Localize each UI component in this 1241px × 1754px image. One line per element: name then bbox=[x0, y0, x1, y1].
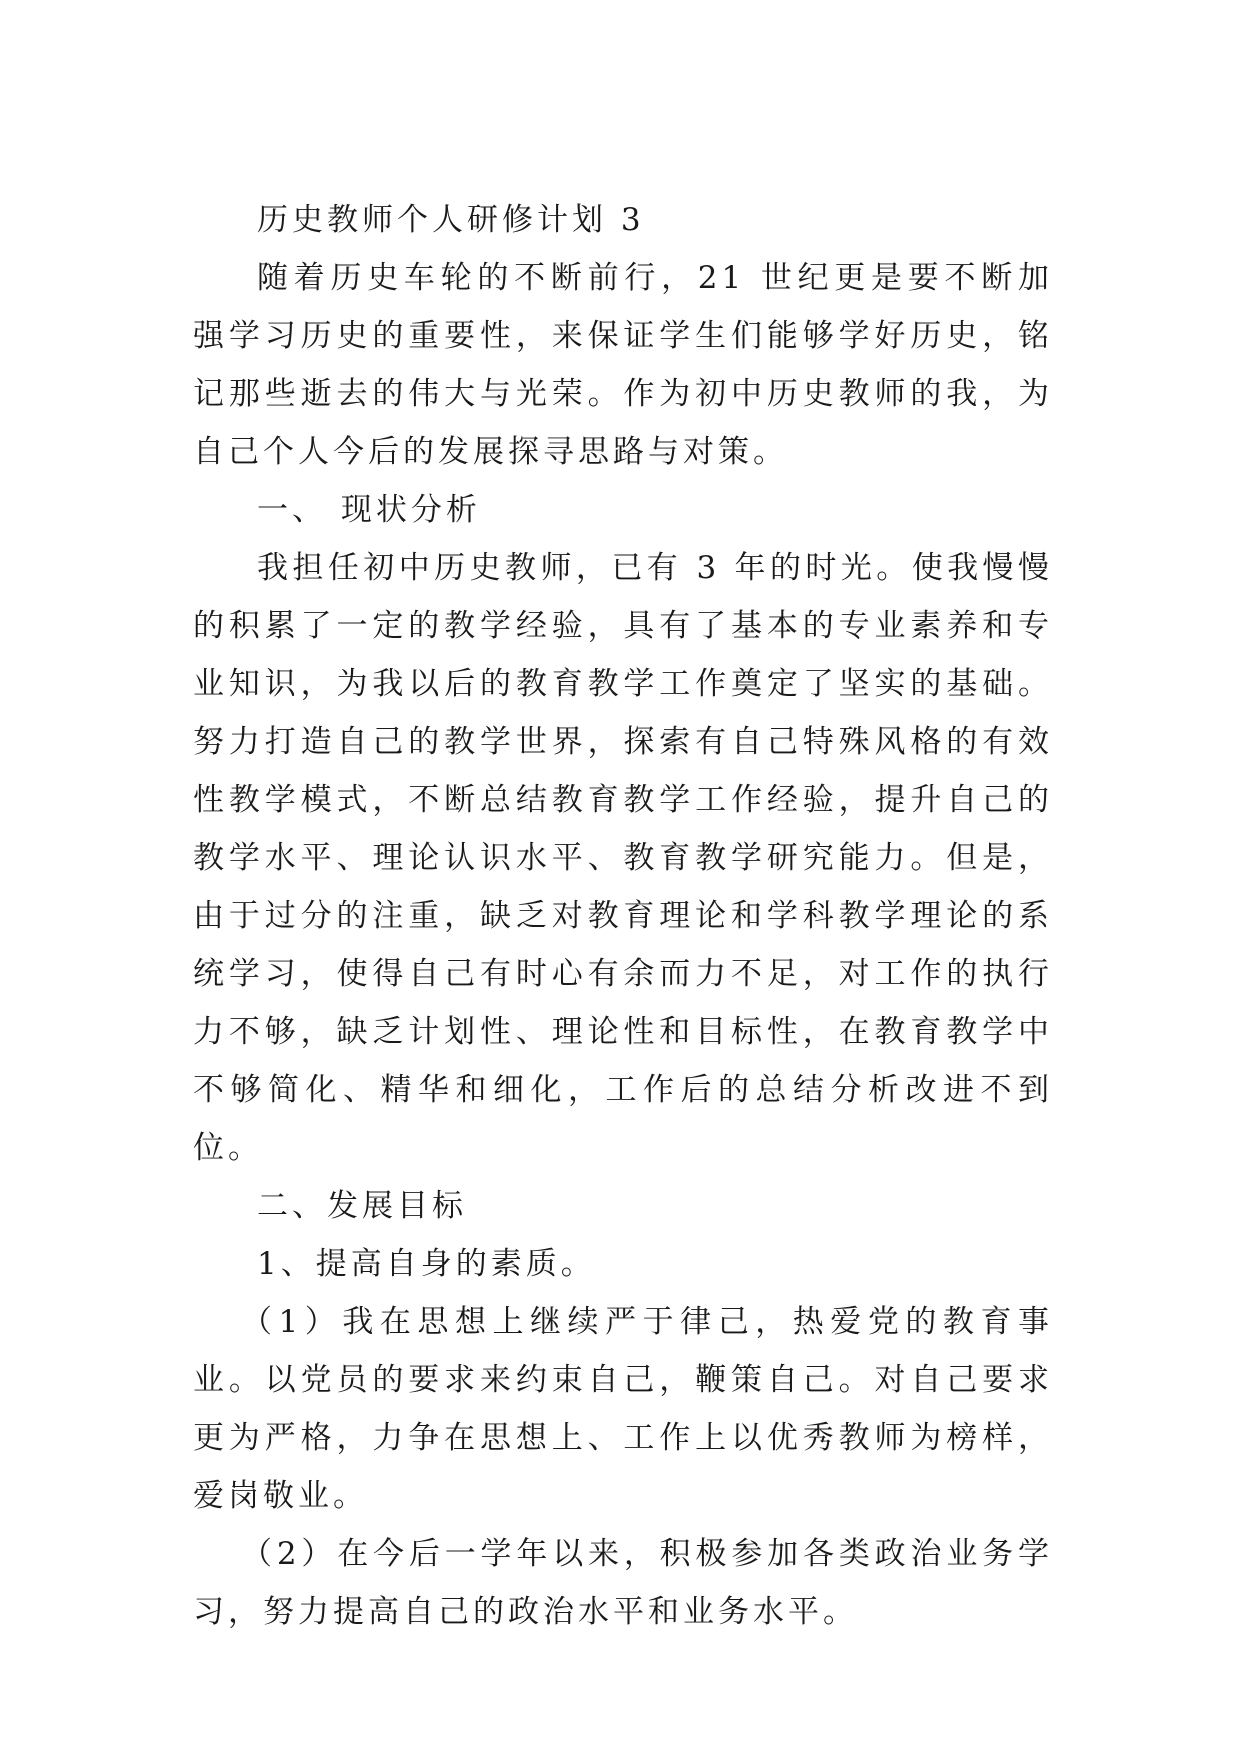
document-body bbox=[193, 191, 1053, 1641]
status-analysis-paragraph: 我担任初中历史教师，已有 3 年的时光。使我慢慢的积累了一定的教学经验，具有了基本的专业素养和专业知识，为我以后的教育教学工作奠定了坚实的基础。努力打造自己的教学世界，探索有自己特殊风格的有效性教学模式，不断总结教育教学工作经验，提升自己的教学水平、理论认识水平、教育教学研究能力。但是，由于过分的注重，缺乏对教育理论和学科教学理论的系统学习，使得自己有时心有余而力不足，对工作的执行力不够，缺乏计划性、理论性和目标性，在教育教学中不够简化、精华和细化，工作后的总结分析改进不到位。 bbox=[193, 550, 1053, 1166]
goal-1-heading: 1、提高自身的素质。 bbox=[257, 1246, 596, 1282]
goal-1-item-2: （2）在今后一学年以来，积极参加各类政治业务学习，努力提高自己的政治水平和业务水平。 bbox=[193, 1536, 1053, 1630]
intro-paragraph: 随着历史车轮的不断前行，21 世纪更是要不断加强学习历史的重要性，来保证学生们能够学好历史，铭记那些逝去的伟大与光荣。作为初中历史教师的我，为自己个人今后的发展探寻思路与对策。 bbox=[193, 260, 1053, 470]
document-title: 历史教师个人研修计划 3 bbox=[257, 202, 645, 238]
section-heading-goals: 二、发展目标 bbox=[257, 1188, 467, 1224]
goal-1-item-1: （1）我在思想上继续严于律己，热爱党的教育事业。以党员的要求来约束自己，鞭策自己。对自己要求更为严格，力争在思想上、工作上以优秀教师为榜样，爱岗敬业。 bbox=[193, 1304, 1053, 1514]
section-heading-status: 一、 现状分析 bbox=[257, 492, 481, 528]
